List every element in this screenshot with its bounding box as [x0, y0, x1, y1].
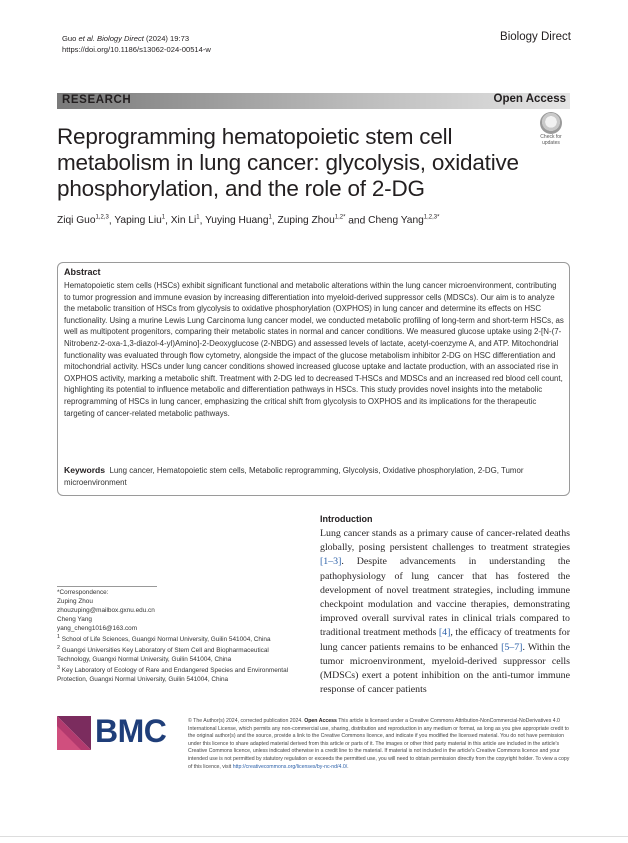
citation-authors: Guo — [62, 34, 79, 43]
page-bottom-divider — [0, 836, 628, 837]
affiliation — [57, 633, 302, 644]
section-label: RESEARCH — [62, 94, 132, 106]
affiliation — [57, 644, 302, 664]
article-title: Reprogramming hematopoietic stem cell metabolism in lung cancer: glycolysis, oxidative phosphorylation, and the role of 2-DG — [57, 124, 519, 201]
author-affiliation-sup: 1,2,3 — [95, 215, 109, 221]
author-affiliation-sup: 1 — [161, 215, 166, 221]
author-affiliation-sup: 1,2,3* — [423, 215, 440, 221]
check-updates-label — [534, 135, 568, 146]
affiliation-text: Key Laboratory of Ecology of Rare and Endangered Species and Environmental Protection, Guangxi Normal University, Guilin 541004, China — [57, 667, 289, 684]
citation-link[interactable]: [1–3] — [320, 556, 342, 568]
affiliation-number: 1 — [57, 634, 60, 640]
citation-link[interactable]: [5–7] — [501, 641, 523, 653]
keywords — [64, 465, 564, 488]
intro-text-segment: . Within the tumor microenvironment, myeloid-derived suppressor cells (MDSCs) exert a potent inhibition on the anti-tumor immune response of cancer patients — [320, 641, 570, 696]
doi-link[interactable]: https://doi.org/10.1186/s13062-024-00514-w — [62, 45, 211, 54]
corresponding-author-name: Zuping Zhou — [57, 598, 93, 605]
correspondence-heading: *Correspondence: — [57, 589, 109, 596]
affiliation-text: Guangxi Universities Key Laboratory of Stem Cell and Biopharmaceutical Technology, Guangxi Normal University, Guilin 541004, China — [57, 647, 269, 664]
footnote-divider — [57, 586, 157, 587]
license-tail: . — [347, 763, 349, 770]
open-access-label: Open Access — [493, 93, 566, 105]
introduction-text — [320, 527, 570, 697]
license-lead: © The Author(s) 2024, corrected publication 2024. — [188, 718, 305, 724]
affiliation-number: 3 — [57, 665, 60, 672]
author[interactable] — [205, 215, 272, 226]
affiliation-number: 2 — [57, 645, 60, 652]
license-text — [188, 718, 570, 771]
author-affiliation-sup: 1 — [268, 215, 272, 221]
corresponding-author-name: Cheng Yang — [57, 616, 92, 623]
intro-text-segment: , the efficacy of treatments for lung cancer patients remains to be enhanced — [320, 627, 570, 653]
author[interactable] — [278, 215, 346, 226]
citation-line — [62, 33, 211, 44]
author[interactable] — [368, 215, 439, 226]
check-updates-icon — [540, 112, 562, 134]
journal-name: Biology Direct — [500, 31, 571, 43]
intro-text-segment: Lung cancer stands as a primary cause of cancer-related deaths globally, posing persistent challenges to treatment strategies — [320, 528, 570, 554]
check-updates-line1: Check for — [540, 134, 562, 140]
check-for-updates-badge[interactable] — [534, 112, 568, 150]
author-affiliation-sup: 1,2* — [334, 215, 346, 221]
author-name: Xin Li — [170, 215, 197, 227]
author-list: Ziqi Guo$^{1,2,3}$, Yaping Liu$^1$, Xin Li$^1$, Yuying Huang$^1$, Zuping Zhou$^{1,2*}$ and Cheng Yang$^{1,2,3*}$ — [57, 215, 440, 227]
check-updates-line2: updates — [542, 139, 560, 146]
introduction-heading: Introduction — [320, 514, 373, 524]
corresponding-author-email[interactable]: yang_cheng1016@163.com — [57, 625, 138, 632]
author[interactable] — [57, 215, 109, 226]
author-affiliation-sup: 1 — [196, 215, 200, 221]
license-body: This article is licensed under a Creative Commons Attribution-NonCommercial-NoDerivatives 4.0 International License, which permits any non-commercial use, sharing, distribution and reproduction in any medium or format, as long as you give appropriate credit to the original author(s) and the source, provide a link to the Creative Commons licence, and indicate if you modified the licensed material. You do not have permission under this licence to share adapted material derived from this article or parts of it. The images or other third party material in this article are included in the article's Creative Commons licence, unless indicated otherwise in a credit line to the material. If material is not included in the article's Creative Commons licence and your intended use is not permitted by statutory regulation or exceeds the permitted use, you will need to obtain permission directly from the copyright holder. To view a copy of this licence, visit — [188, 718, 570, 770]
abstract-heading: Abstract — [64, 267, 101, 277]
citation-link[interactable]: [4] — [438, 627, 451, 639]
bmc-logo[interactable] — [57, 713, 177, 750]
correspondence-footnotes — [57, 586, 302, 684]
affiliation-text: School of Life Sciences, Guangxi Normal University, Guilin 541004, China — [61, 636, 271, 644]
author-name: Yuying Huang — [205, 215, 269, 227]
citation-volume: (2024) 19:73 — [143, 34, 190, 43]
abstract-text: Hematopoietic stem cells (HSCs) exhibit significant functional and metabolic alterations within the lung cancer microenvironment, contributing to tumor progression and immune evasion by increasing differentiation into myeloid-derived suppressor cells (MDSCs). Our aim is to analyze the metabolic transition of HSCs from glycolysis to oxidative phosphorylation (OXPHOS) in lung cancer and determine its effects on HSC functionality. Using a murine Lewis Lung Carcinoma lung cancer model, we conducted metabolic profiling of long-term and short-term HSCs, as well as multipotent progenitors, comparing their metabolic states in normal and cancer conditions. We measured glucose uptake using 2-[N-(7-Nitrobenz-2-oxa-1,3-diazol-4-yl)Amino]-2-Deoxyglucose (2-NBDG) and assessed levels of lactate, acetyl-coenzyme A, and ATP. Mitochondrial functionality was evaluated through flow cytometry, alongside the impact of the glucose metabolism inhibitor 2-DG on HSC differentiation and mitochondrial activity. HSCs under lung cancer conditions showed increased glucose uptake and lactate production, with an associated rise in OXPHOS activity, marking a metabolic shift. Treatment with 2-DG led to decreased T-HSCs and MDSCs and an increased red blood cell count, highlighting its potential to influence metabolic and differentiation pathways in HSCs. This study provides novel insights into the metabolic reprogramming of HSCs in lung cancer, emphasizing the critical shift from glycolysis to OXPHOS and its implications for the therapeutic targeting of cancer-related metabolic pathways. — [64, 281, 564, 418]
citation-header — [62, 33, 211, 55]
abstract-box — [57, 262, 570, 496]
citation-journal: et al. Biology Direct — [78, 34, 144, 43]
author-name: Cheng Yang — [368, 215, 424, 227]
corresponding-author-email[interactable]: zhouzuping@mailbox.gxnu.edu.cn — [57, 607, 155, 614]
keywords-list: Lung cancer, Hematopoietic stem cells, Metabolic reprogramming, Glycolysis, Oxidative phosphorylation, 2-DG, Tumor microenvironment — [64, 466, 524, 487]
author[interactable] — [171, 215, 200, 226]
intro-text-segment: . Despite advancements in understanding the pathophysiology of lung cancer that has fostered the development of novel treatment strategies, including immune checkpoint modulation and vaccine therapies, demonstrating improved overall survival rates in clinical trials compared to traditional treatment methods — [320, 556, 570, 639]
license-open-access-label: Open Access — [304, 718, 337, 724]
affiliation — [57, 664, 302, 684]
license-url-link[interactable]: http://creativecommons.org/licenses/by-nc-nd/4.0/ — [232, 763, 348, 770]
author-name: Ziqi Guo — [57, 215, 96, 227]
keywords-label: Keywords — [64, 465, 106, 475]
author-name: Yaping Liu — [114, 215, 162, 227]
author-name: Zuping Zhou — [277, 215, 335, 227]
bmc-logo-mark-icon — [57, 716, 91, 750]
author[interactable] — [114, 215, 165, 226]
section-banner — [57, 93, 570, 109]
bmc-logo-text: BMC — [95, 713, 167, 749]
